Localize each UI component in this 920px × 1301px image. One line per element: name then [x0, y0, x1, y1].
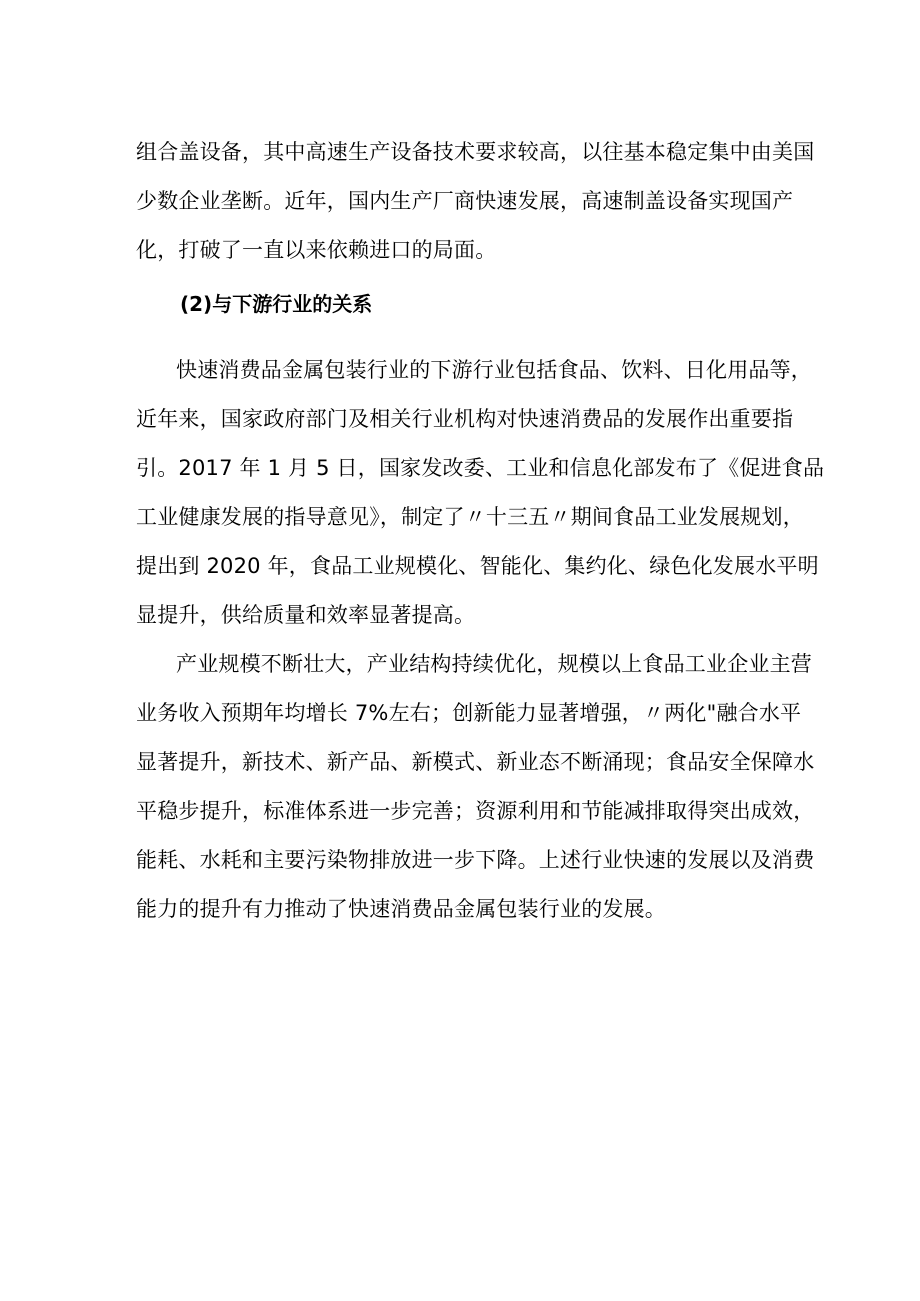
section-heading: (2)与下游行业的关系 — [180, 292, 373, 316]
paragraph-line: 显提升，供给质量和效率显著提高。 — [136, 603, 476, 627]
paragraph-line: 提出到 2020 年，食品工业规模化、智能化、集约化、绿色化发展水平明 — [136, 554, 819, 578]
paragraph-line: 近年来，国家政府部门及相关行业机构对快速消费品的发展作出重要指 — [136, 407, 794, 431]
paragraph-line: 平稳步提升，标准体系进一步完善；资源利用和节能减排取得突出成效， — [136, 799, 815, 823]
paragraph-line: 少数企业垄断。近年，国内生产厂商快速发展，高速制盖设备实现国产 — [136, 189, 794, 213]
paragraph-line: 化，打破了一直以来依赖进口的局面。 — [136, 238, 497, 262]
paragraph-line: 业务收入预期年均增长 7%左右；创新能力显著增强，〃两化"融合水平 — [136, 701, 802, 725]
paragraph-line: 工业健康发展的指导意见》，制定了〃十三五〃期间食品工业发展规划， — [136, 505, 804, 529]
paragraph-line: 显著提升，新技术、新产品、新模式、新业态不断涌现；食品安全保障水 — [136, 750, 815, 774]
paragraph-line: 引。2017 年 1 月 5 日，国家发改委、工业和信息化部发布了《促进食品 — [136, 456, 825, 480]
paragraph-line: 能力的提升有力推动了快速消费品金属包装行业的发展。 — [136, 897, 666, 921]
paragraph-line: 能耗、水耗和主要污染物排放进一步下降。上述行业快速的发展以及消费 — [136, 848, 815, 872]
paragraph-line: 组合盖设备，其中高速生产设备技术要求较高，以往基本稳定集中由美国 — [136, 140, 815, 164]
paragraph-line: 快速消费品金属包装行业的下游行业包括食品、饮料、日化用品等， — [176, 358, 812, 382]
paragraph-line: 产业规模不断壮大，产业结构持续优化，规模以上食品工业企业主营 — [176, 652, 812, 676]
